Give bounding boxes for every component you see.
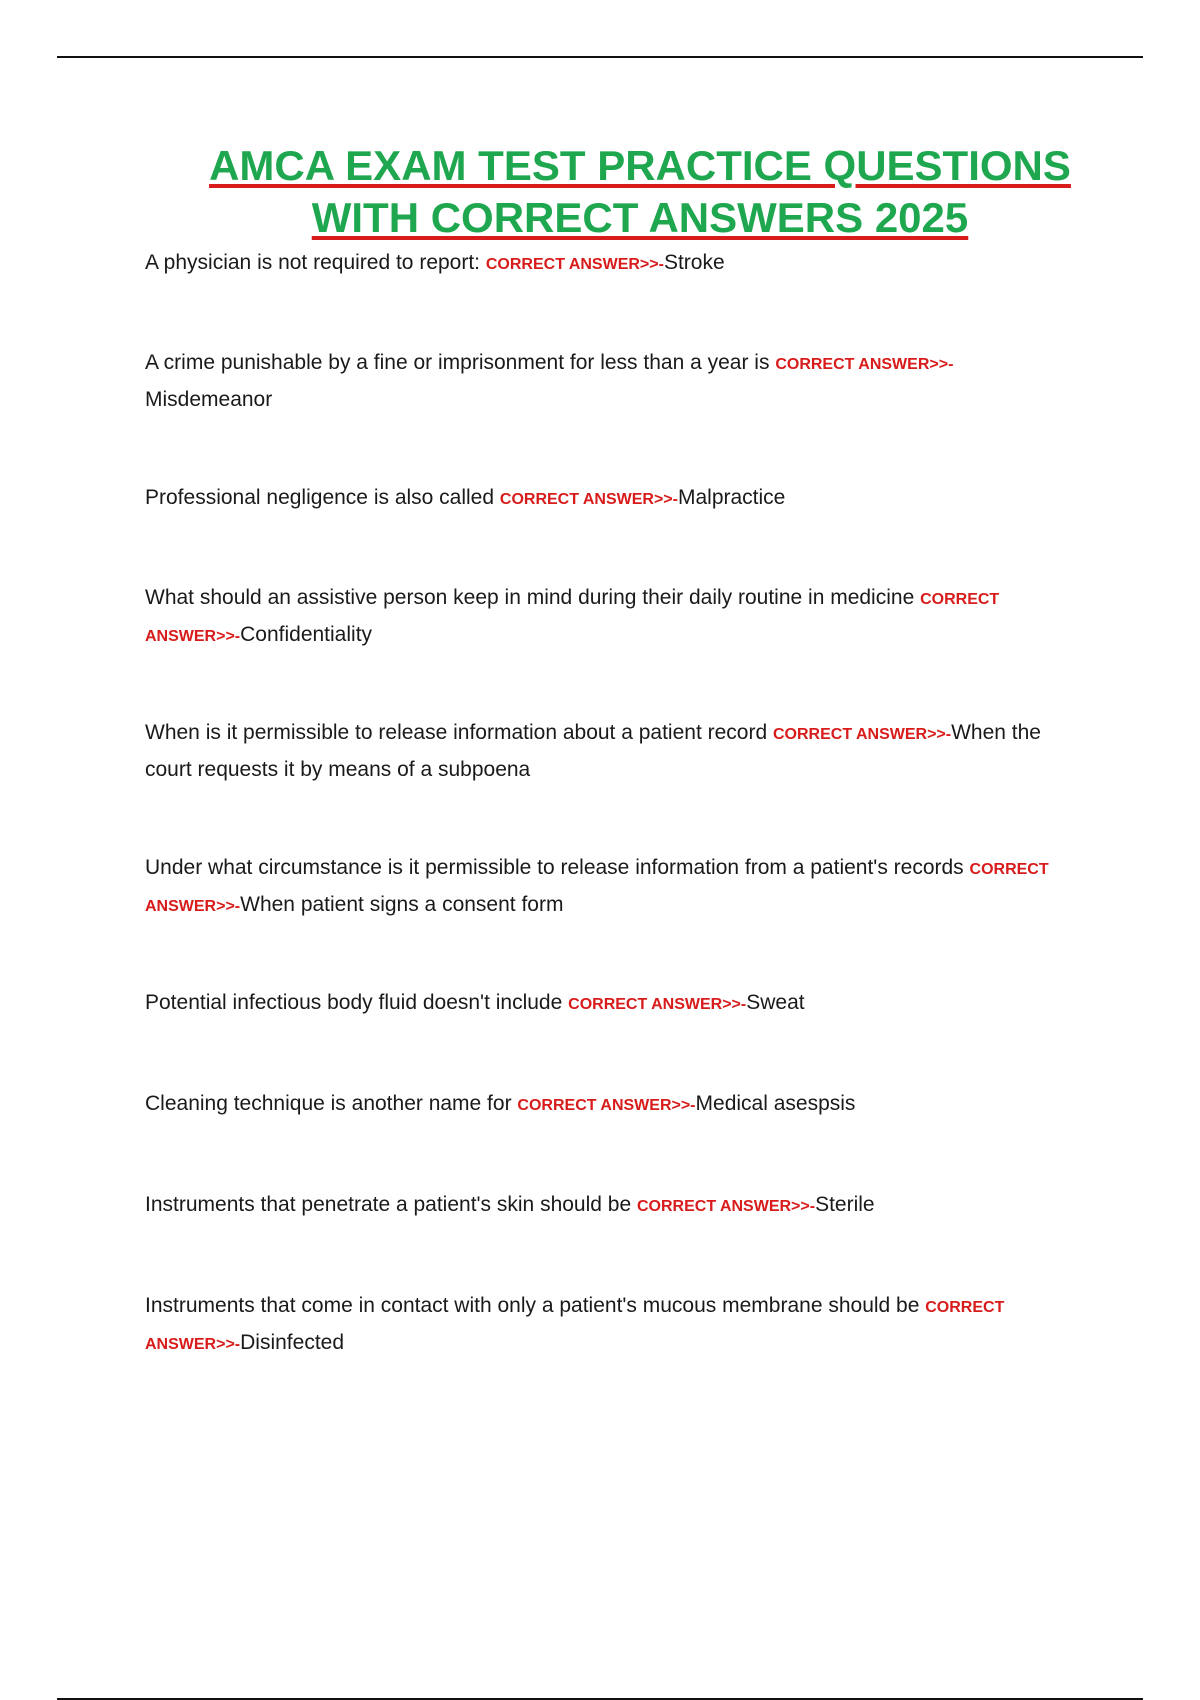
answer-text: Sterile — [815, 1193, 875, 1216]
answer-text: Medical asespsis — [695, 1092, 856, 1115]
answer-text: Sweat — [746, 991, 805, 1014]
answer-text: Malpractice — [677, 486, 786, 509]
question-text: Under what circumstance is it permissible to release information from a patient's records — [145, 856, 964, 879]
correct-answer-label: CORRECT ANSWER>>- — [517, 1097, 696, 1114]
qa-item — [145, 850, 1065, 924]
qa-item — [145, 985, 1065, 1022]
correct-answer-label: CORRECT ANSWER>>- — [485, 256, 664, 273]
answer-text: Confidentiality — [240, 623, 373, 646]
answer-text: Stroke — [663, 251, 725, 274]
question-text: Instruments that come in contact with only a patient's mucous membrane should be — [145, 1294, 920, 1317]
qa-item — [145, 1288, 1065, 1362]
question-text: Instruments that penetrate a patient's skin should be — [145, 1193, 632, 1216]
qa-item — [145, 1187, 1065, 1224]
correct-answer-label: CORRECT ANSWER>>- — [145, 591, 1000, 645]
qa-item — [145, 480, 1065, 517]
qa-item — [145, 245, 1065, 282]
answer-text: When patient signs a consent form — [240, 893, 564, 916]
correct-answer-label: CORRECT ANSWER>>- — [773, 726, 952, 743]
title-line-2: WITH CORRECT ANSWERS 2025 — [311, 194, 969, 241]
question-text: Professional negligence is also called — [145, 486, 495, 509]
question-text: A crime punishable by a fine or imprisonment for less than a year is — [145, 351, 770, 374]
answer-text: Misdemeanor — [145, 388, 273, 411]
correct-answer-label: CORRECT ANSWER>>- — [636, 1198, 816, 1215]
question-text: What should an assistive person keep in mind during their daily routine in medicine — [145, 586, 915, 609]
question-text: A physician is not required to report: — [145, 251, 481, 274]
answer-text: When the court requests it by means of a subpoena — [145, 721, 1041, 781]
page-title — [130, 140, 1150, 244]
correct-answer-label: CORRECT ANSWER>>- — [568, 996, 747, 1013]
question-text: Potential infectious body fluid doesn't include — [145, 991, 563, 1014]
correct-answer-label: CORRECT ANSWER>>- — [145, 1299, 1005, 1353]
answer-text: Disinfected — [240, 1331, 345, 1354]
qa-item — [145, 715, 1065, 787]
title-line-1: AMCA EXAM TEST PRACTICE QUESTIONS — [209, 142, 1071, 189]
qa-item — [145, 580, 1065, 654]
header-rule — [57, 56, 1143, 58]
correct-answer-label: CORRECT ANSWER>>- — [775, 356, 954, 373]
correct-answer-label: CORRECT ANSWER>>- — [145, 861, 1049, 915]
question-text: Cleaning technique is another name for — [145, 1092, 512, 1115]
correct-answer-label: CORRECT ANSWER>>- — [499, 491, 678, 508]
question-text: When is it permissible to release information about a patient record — [145, 721, 768, 744]
qa-item — [145, 345, 1065, 417]
qa-item — [145, 1086, 1065, 1123]
